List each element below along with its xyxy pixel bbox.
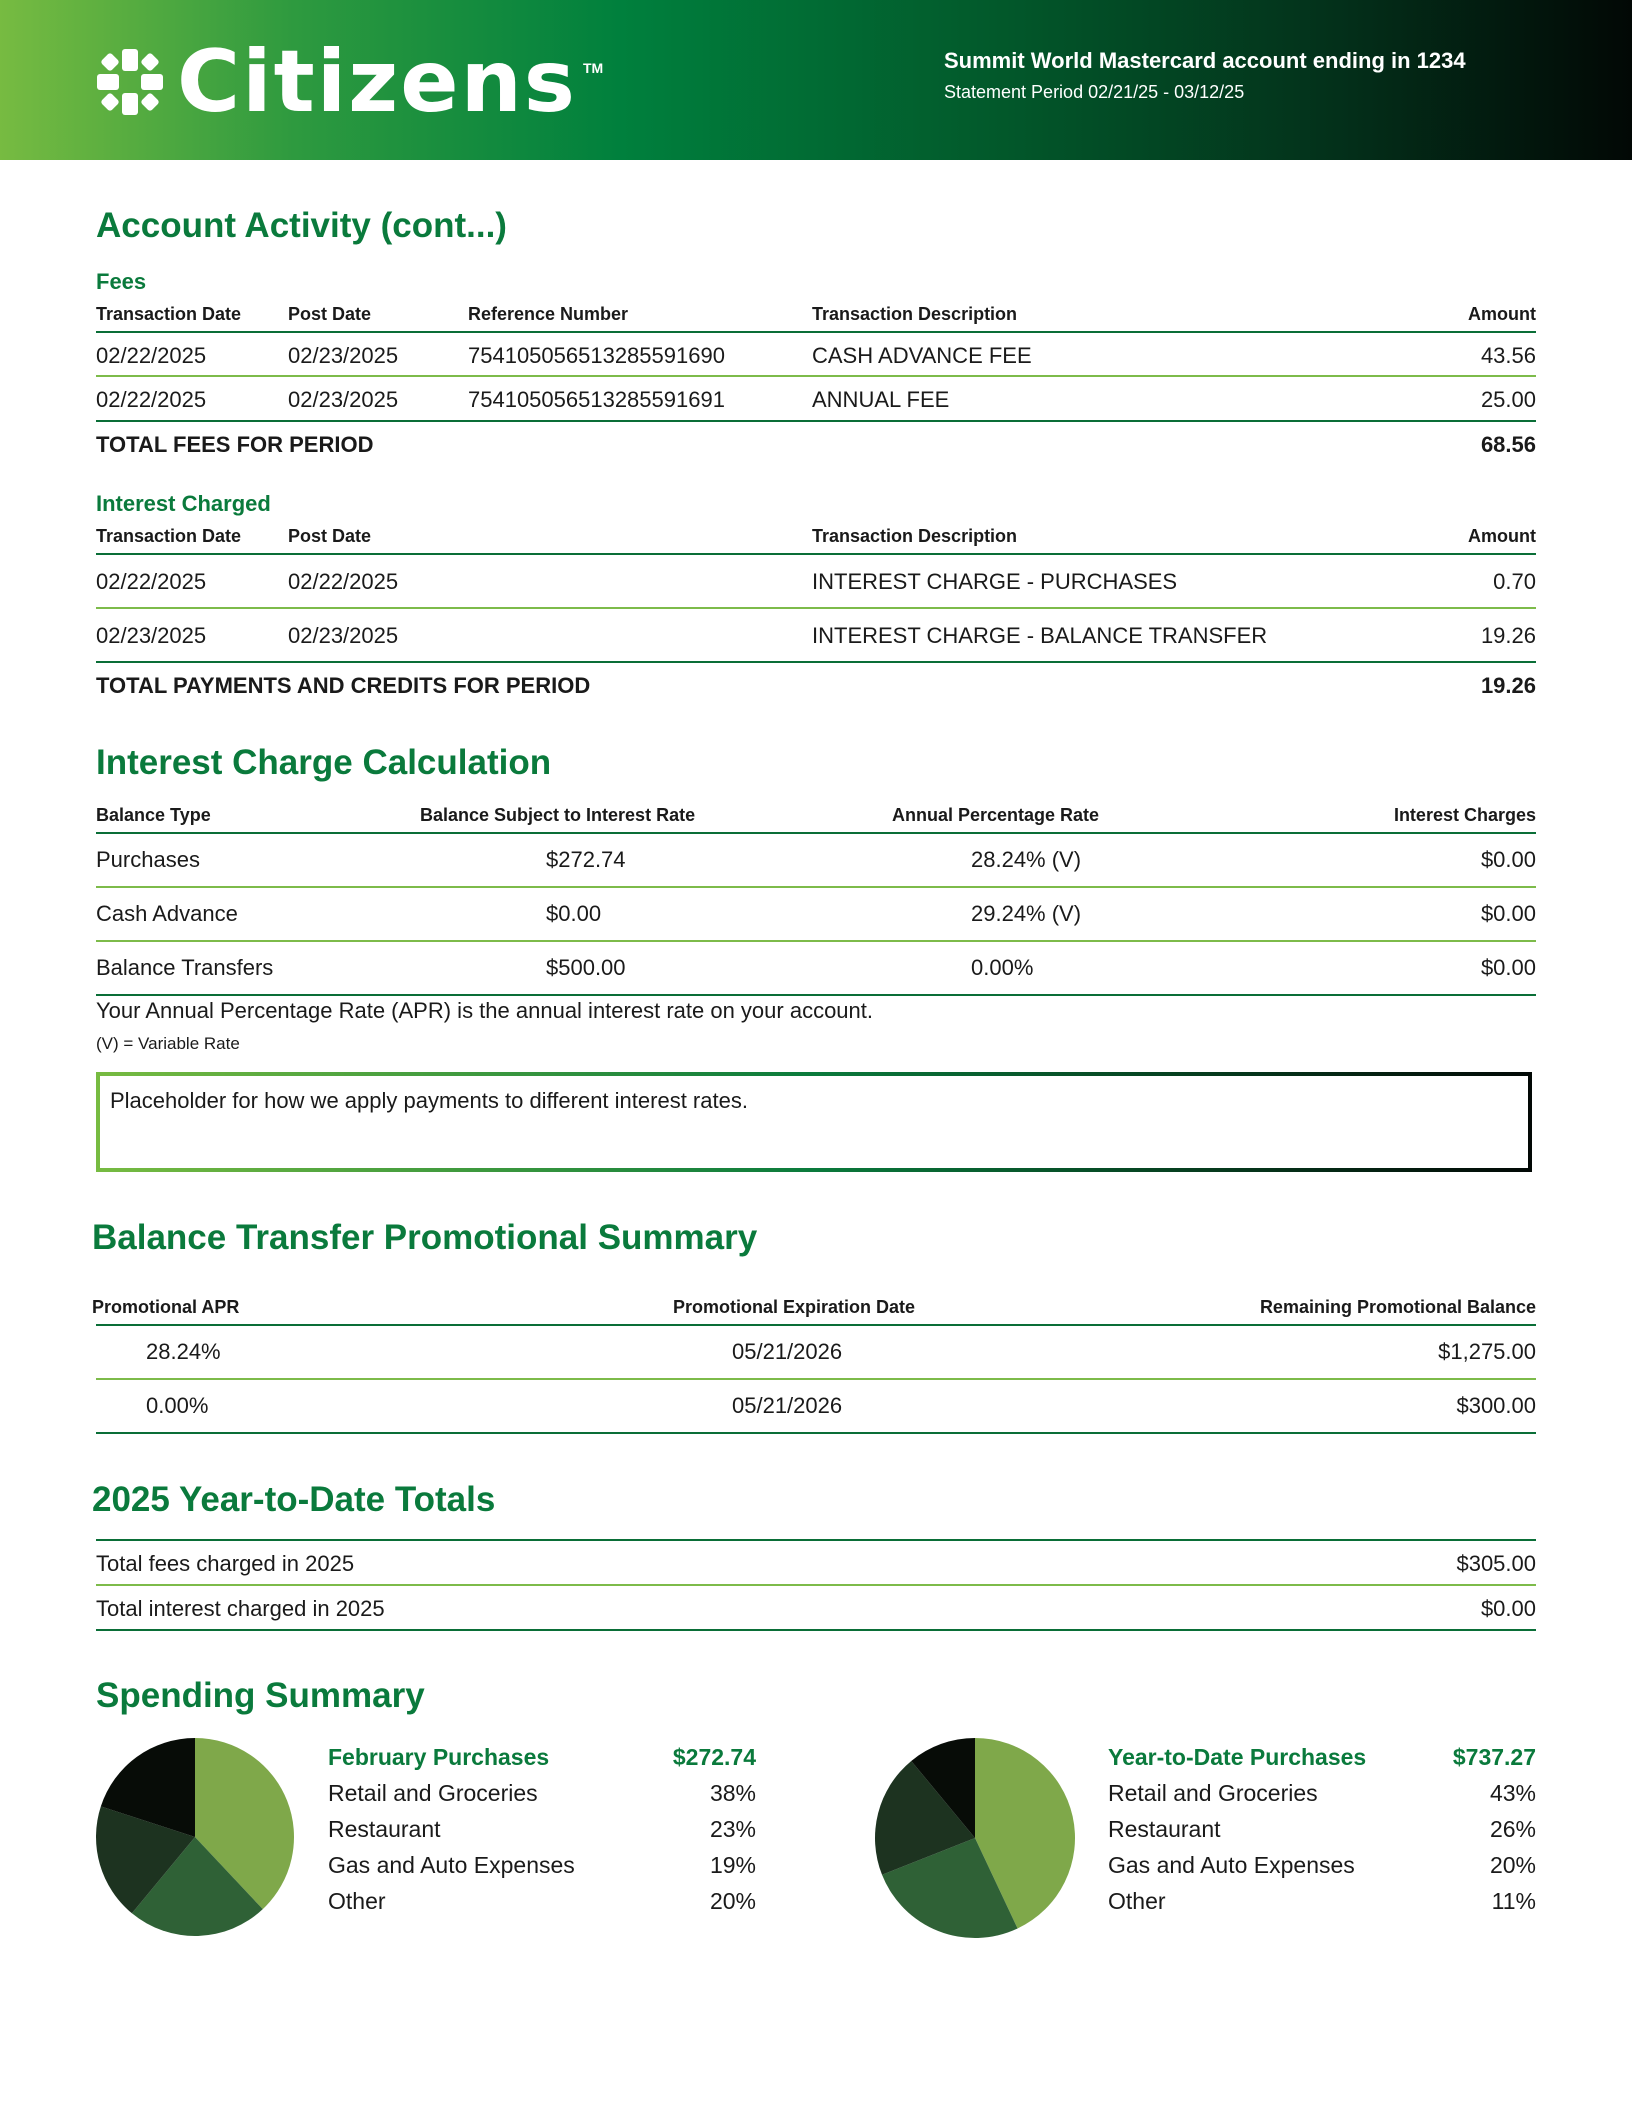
interest-charged-table <box>96 520 1536 707</box>
interest-calc-title: Interest Charge Calculation <box>96 743 552 782</box>
legend-category: Restaurant <box>328 1816 441 1842</box>
post-date: 02/23/2025 <box>288 387 399 412</box>
legend-total: $737.27 <box>1452 1744 1536 1770</box>
interest-calc-header-row <box>96 797 1536 834</box>
interest-charged-title: Interest Charged <box>96 491 271 516</box>
callout-text: Placeholder for how we apply payments to different interest rates. <box>110 1088 748 1113</box>
legend-percent: 43% <box>1489 1780 1536 1806</box>
total-value: 68.56 <box>1480 432 1536 457</box>
ytd-totals-title: 2025 Year-to-Date Totals <box>92 1480 496 1519</box>
fees-total-row <box>96 422 1536 466</box>
col-post-date: Post Date <box>288 304 372 324</box>
ytd-label: Total interest charged in 2025 <box>96 1596 385 1621</box>
post-date: 02/23/2025 <box>288 623 399 648</box>
account-title: Summit World Mastercard account ending in 1234 <box>944 48 1466 73</box>
apr: 0.00% <box>971 955 1034 980</box>
post-date: 02/22/2025 <box>288 569 399 594</box>
ytd-value: $305.00 <box>1456 1551 1536 1576</box>
transaction-description: CASH ADVANCE FEE <box>812 343 1032 368</box>
col-balance-subject: Balance Subject to Interest Rate <box>420 805 696 825</box>
legend-item <box>328 1814 756 1850</box>
legend-category: Retail and Groceries <box>328 1780 538 1806</box>
interest-total-row <box>96 663 1536 707</box>
interest-header-row <box>96 520 1536 555</box>
fees-table <box>96 298 1536 466</box>
promo-expiration: 05/21/2026 <box>732 1393 843 1418</box>
promo-apr: 0.00% <box>146 1393 209 1418</box>
balance-subject: $500.00 <box>546 955 626 980</box>
interest-calc-table <box>96 797 1536 996</box>
ytd-purchases-legend <box>1108 1742 1536 1922</box>
reference-number: 754105056513285591690 <box>468 343 725 368</box>
citizens-logo-icon <box>95 47 165 117</box>
promo-table <box>92 1289 1536 1434</box>
interest-calc-row <box>96 942 1536 996</box>
col-amount: Amount <box>1468 304 1536 324</box>
legend-category: Other <box>328 1888 386 1914</box>
total-value: 19.26 <box>1480 673 1536 698</box>
transaction-description: INTEREST CHARGE - PURCHASES <box>812 569 1178 594</box>
february-purchases-pie-chart <box>95 1736 295 1938</box>
legend-item <box>328 1886 756 1922</box>
fees-title: Fees <box>96 269 147 294</box>
apr: 28.24% (V) <box>971 847 1082 872</box>
total-label: TOTAL PAYMENTS AND CREDITS FOR PERIOD <box>96 673 591 698</box>
col-remaining-balance: Remaining Promotional Balance <box>1259 1297 1536 1317</box>
ytd-value: $0.00 <box>1480 1596 1536 1621</box>
col-transaction-description: Transaction Description <box>812 304 1018 324</box>
amount: 25.00 <box>1480 387 1536 412</box>
interest-charges: $0.00 <box>1480 847 1536 872</box>
statement-header <box>0 0 1632 160</box>
col-post-date: Post Date <box>288 526 372 546</box>
ytd-purchases-pie-chart <box>874 1736 1076 1940</box>
legend-item <box>1108 1814 1536 1850</box>
total-label: TOTAL FEES FOR PERIOD <box>96 432 374 457</box>
interest-charges: $0.00 <box>1480 901 1536 926</box>
col-transaction-date: Transaction Date <box>96 526 242 546</box>
transaction-date: 02/23/2025 <box>96 623 207 648</box>
reference-number: 754105056513285591691 <box>468 387 725 412</box>
fees-header-row <box>96 298 1536 333</box>
february-purchases-legend <box>328 1742 756 1922</box>
promo-header-row <box>92 1289 1536 1326</box>
balance-subject: $272.74 <box>546 847 626 872</box>
promo-expiration: 05/21/2026 <box>732 1339 843 1364</box>
legend-header <box>1108 1742 1536 1778</box>
col-balance-type: Balance Type <box>96 805 211 825</box>
transaction-description: INTEREST CHARGE - BALANCE TRANSFER <box>812 623 1268 648</box>
remaining-balance: $300.00 <box>1456 1393 1536 1418</box>
col-promo-expiration: Promotional Expiration Date <box>673 1297 916 1317</box>
amount: 19.26 <box>1480 623 1536 648</box>
legend-percent: 20% <box>709 1888 756 1914</box>
col-promo-apr: Promotional APR <box>92 1297 240 1317</box>
transaction-date: 02/22/2025 <box>96 569 207 594</box>
fee-row <box>96 377 1536 422</box>
legend-category: Restaurant <box>1108 1816 1221 1842</box>
interest-calc-row <box>96 888 1536 942</box>
legend-item <box>1108 1850 1536 1886</box>
spending-summary-title: Spending Summary <box>96 1676 425 1715</box>
legend-percent: 26% <box>1489 1816 1536 1842</box>
legend-category: Gas and Auto Expenses <box>328 1852 575 1878</box>
legend-category: Gas and Auto Expenses <box>1108 1852 1355 1878</box>
legend-item <box>328 1778 756 1814</box>
legend-total: $272.74 <box>672 1744 756 1770</box>
promo-apr: 28.24% <box>146 1339 221 1364</box>
interest-charges: $0.00 <box>1480 955 1536 980</box>
apr: 29.24% (V) <box>971 901 1082 926</box>
legend-percent: 20% <box>1489 1852 1536 1878</box>
col-apr: Annual Percentage Rate <box>892 805 1100 825</box>
legend-header <box>328 1742 756 1778</box>
interest-row <box>96 555 1536 609</box>
transaction-date: 02/22/2025 <box>96 387 207 412</box>
apr-note: Your Annual Percentage Rate (APR) is the annual interest rate on your account. <box>96 998 873 1023</box>
promo-summary-title: Balance Transfer Promotional Summary <box>92 1218 758 1257</box>
promo-row <box>96 1380 1536 1434</box>
variable-rate-note: (V) = Variable Rate <box>96 1034 240 1053</box>
payment-allocation-callout <box>96 1072 1532 1172</box>
balance-type: Balance Transfers <box>96 955 274 980</box>
ytd-label: Total fees charged in 2025 <box>96 1551 355 1576</box>
col-transaction-date: Transaction Date <box>96 304 242 324</box>
balance-type: Cash Advance <box>96 901 238 926</box>
legend-item <box>328 1850 756 1886</box>
legend-item <box>1108 1886 1536 1922</box>
promo-row <box>96 1326 1536 1380</box>
col-amount: Amount <box>1468 526 1536 546</box>
balance-type: Purchases <box>96 847 200 872</box>
legend-title: Year-to-Date Purchases <box>1108 1744 1367 1770</box>
trademark-mark: TM <box>582 60 604 76</box>
interest-calc-row <box>96 834 1536 888</box>
transaction-date: 02/22/2025 <box>96 343 207 368</box>
remaining-balance: $1,275.00 <box>1438 1339 1536 1364</box>
fee-row <box>96 333 1536 377</box>
ytd-totals-table <box>96 1539 1536 1631</box>
interest-row <box>96 609 1536 663</box>
col-reference-number: Reference Number <box>468 304 629 324</box>
legend-item <box>1108 1778 1536 1814</box>
transaction-description: ANNUAL FEE <box>812 387 950 412</box>
legend-percent: 38% <box>709 1780 756 1806</box>
legend-percent: 23% <box>709 1816 756 1842</box>
legend-percent: 11% <box>1491 1888 1536 1914</box>
amount: 0.70 <box>1493 569 1536 594</box>
balance-subject: $0.00 <box>546 901 602 926</box>
col-transaction-description: Transaction Description <box>812 526 1018 546</box>
post-date: 02/23/2025 <box>288 343 399 368</box>
statement-period: Statement Period 02/21/25 - 03/12/25 <box>944 82 1245 102</box>
col-interest-charges: Interest Charges <box>1393 805 1536 825</box>
brand-name: Citizens <box>177 32 577 132</box>
ytd-row <box>96 1541 1536 1586</box>
account-activity-title: Account Activity (cont...) <box>96 206 507 245</box>
citizens-logo <box>95 32 604 132</box>
legend-category: Other <box>1108 1888 1166 1914</box>
legend-category: Retail and Groceries <box>1108 1780 1318 1806</box>
ytd-row <box>96 1586 1536 1631</box>
legend-title: February Purchases <box>328 1744 550 1770</box>
legend-percent: 19% <box>709 1852 756 1878</box>
amount: 43.56 <box>1480 343 1536 368</box>
